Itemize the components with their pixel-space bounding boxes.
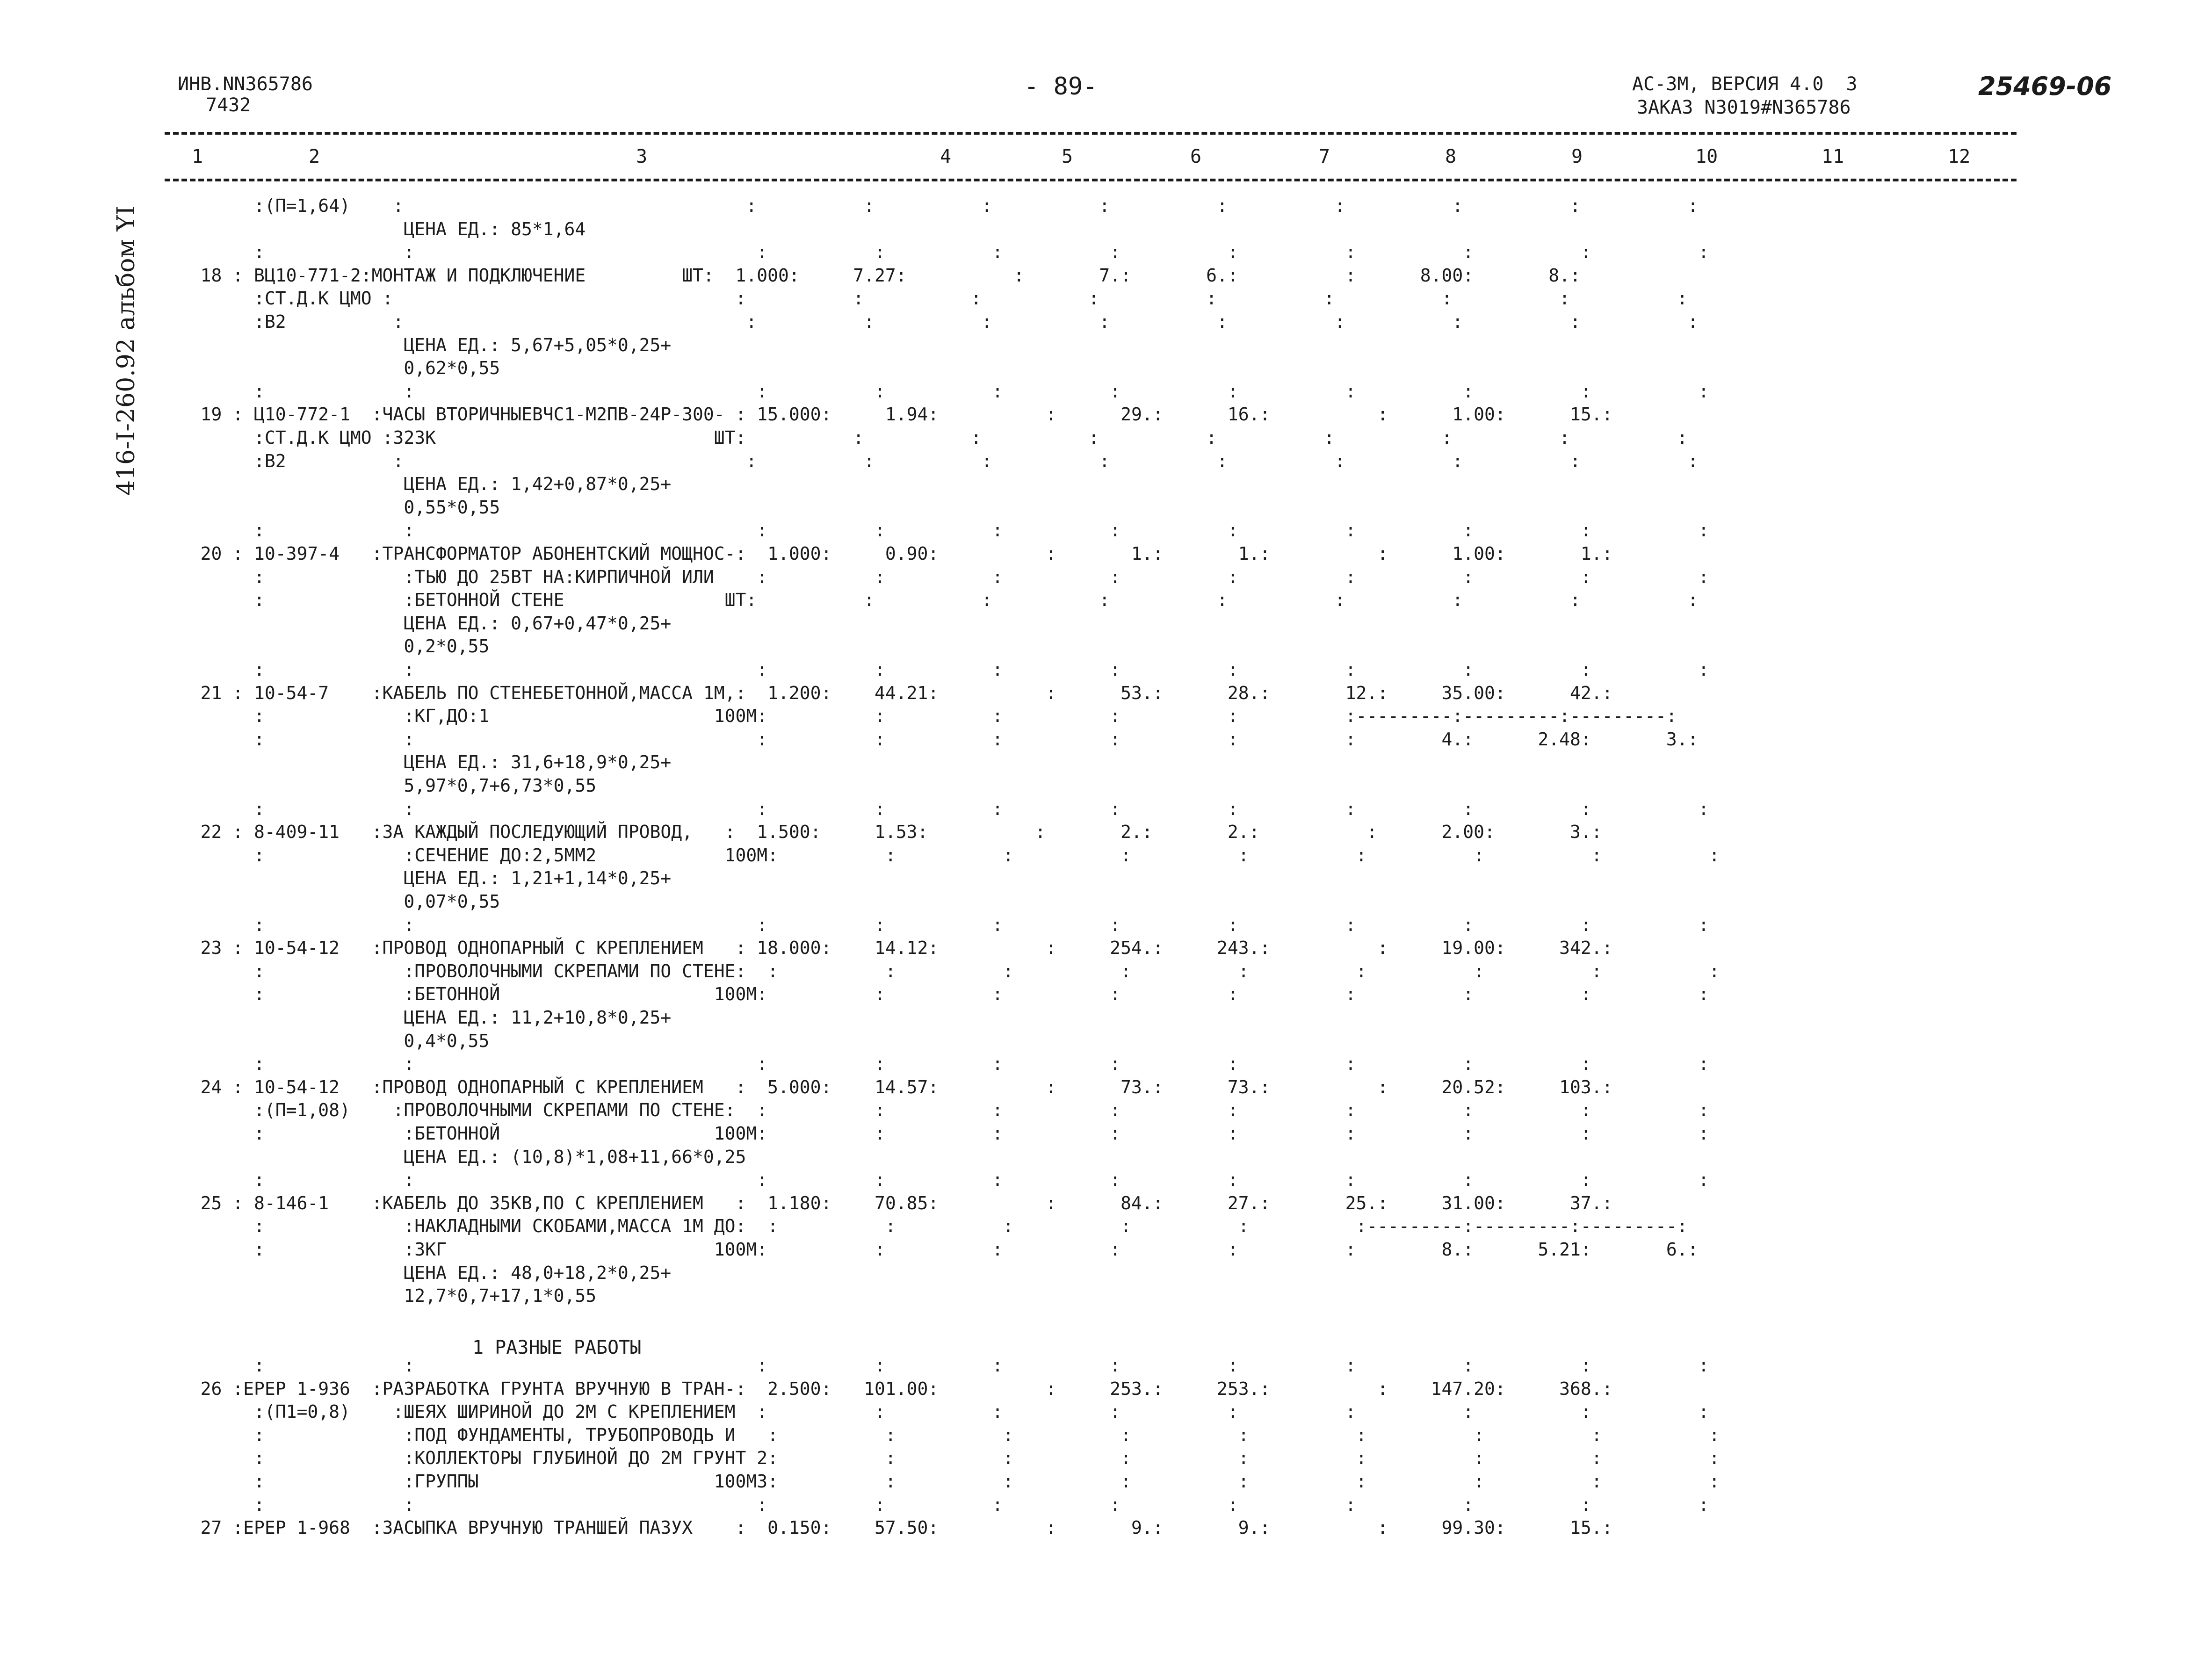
table-line: :В2 : : : : : : : : : :	[168, 311, 1699, 332]
table-line: 19 : Ц10-772-1 :ЧАСЫ ВТОРИЧНЫЕВЧС1-М2ПВ-24Р-300- : 15.000: 1.94: : 29.: 16.: : 1.00: 15.:	[168, 404, 1613, 425]
table-line: 26 :ЕРЕР 1-936 :РАЗРАБОТКА ГРУНТА ВРУЧНУЮ В ТРАН-: 2.500: 101.00: : 253.: 253.: : 147.20: 368.:	[168, 1379, 1613, 1399]
table-line: : : : : : : : : : : :	[168, 799, 1709, 819]
table-line: : : : : : : : : : : :	[168, 1169, 1709, 1190]
header-rule-top	[165, 132, 2017, 135]
table-line: : : : : : : : : : : :	[168, 1355, 1709, 1376]
page-number: - 89-	[1024, 72, 1098, 101]
table-line: :СТ.Д.К ЦМО :323К ШТ: : : : : : : : :	[168, 427, 1688, 448]
table-line: : :ТЬЮ ДО 25ВТ НА:КИРПИЧНОЙ ИЛИ : : : : : : : : :	[168, 567, 1709, 587]
table-line: : : : : : : : : 4.: 2.48: 3.:	[168, 729, 1699, 750]
table-line: 5,97*0,7+6,73*0,55	[168, 775, 597, 796]
table-line: : :БЕТОННОЙ СТЕНЕ ШТ: : : : : : : : :	[168, 590, 1699, 610]
col-8: 8	[1445, 146, 1457, 167]
section-heading: 1 РАЗНЫЕ РАБОТЫ	[472, 1337, 642, 1358]
table-line: : :КГ,ДО:1 100М: : : : : :---------:---------:---------:	[168, 706, 1677, 726]
document-code: 7432	[206, 94, 251, 116]
table-line: : :ПОД ФУНДАМЕНТЫ, ТРУБОПРОВОДЬ И : : : : : : : : :	[168, 1425, 1720, 1445]
table-line: : : : : : : : : : : :	[168, 242, 1709, 262]
table-line: ЦЕНА ЕД.: 1,21+1,14*0,25+	[168, 868, 672, 888]
col-9: 9	[1571, 146, 1583, 167]
table-line: 25 : 8-146-1 :КАБЕЛЬ ДО 35КВ,ПО С КРЕПЛЕНИЕМ : 1.180: 70.85: : 84.: 27.: 25.: 31.00: 37.:	[168, 1193, 1613, 1213]
table-line: : : : : : : : : : : :	[168, 520, 1709, 541]
table-line: : : : : : : : : : : :	[168, 659, 1709, 680]
col-2: 2	[309, 146, 320, 167]
table-line: :(П=1,08) :ПРОВОЛОЧНЫМИ СКРЕПАМИ ПО СТЕНЕ: : : : : : : : : :	[168, 1100, 1709, 1120]
table-line: ЦЕНА ЕД.: 11,2+10,8*0,25+	[168, 1007, 672, 1028]
table-line: 18 : ВЦ10-771-2:МОНТАЖ И ПОДКЛЮЧЕНИЕ ШТ: 1.000: 7.27: : 7.: 6.: : 8.00: 8.:	[168, 265, 1581, 286]
table-line: ЦЕНА ЕД.: 0,67+0,47*0,25+	[168, 613, 672, 634]
header-rule-bottom	[165, 179, 2017, 181]
col-3: 3	[636, 146, 648, 167]
table-line: :(П1=0,8) :ШЕЯХ ШИРИНОЙ ДО 2М С КРЕПЛЕНИЕМ : : : : : : : : :	[168, 1401, 1709, 1422]
table-line: : : : : : : : : : : :	[168, 381, 1709, 402]
table-line: : :КОЛЛЕКТОРЫ ГЛУБИНОЙ ДО 2М ГРУНТ 2: : : : : : : : :	[168, 1448, 1720, 1468]
table-line: 0,55*0,55	[168, 497, 500, 518]
table-line: 22 : 8-409-11 :ЗА КАЖДЫЙ ПОСЛЕДУЮЩИЙ ПРОВОД, : 1.500: 1.53: : 2.: 2.: : 2.00: 3.:	[168, 822, 1602, 842]
table-line: 0,62*0,55	[168, 358, 500, 378]
col-4: 4	[940, 146, 952, 167]
order-number: ЗАКАЗ N3019#N365786	[1637, 97, 1851, 118]
table-line: 20 : 10-397-4 :ТРАНСФОРМАТОР АБОНЕНТСКИЙ МОЩНОС-: 1.000: 0.90: : 1.: 1.: : 1.00: 1.:	[168, 543, 1613, 564]
table-line: 0,2*0,55	[168, 636, 490, 657]
table-line: : :ПРОВОЛОЧНЫМИ СКРЕПАМИ ПО СТЕНЕ: : : : : : : : : :	[168, 961, 1720, 982]
table-line: 21 : 10-54-7 :КАБЕЛЬ ПО СТЕНЕБЕТОННОЙ,МАССА 1М,: 1.200: 44.21: : 53.: 28.: 12.: 35.00: 42.:	[168, 683, 1613, 703]
table-line: ЦЕНА ЕД.: 5,67+5,05*0,25+	[168, 335, 672, 355]
table-line: ЦЕНА ЕД.: 1,42+0,87*0,25+	[168, 474, 672, 494]
table-line: ЦЕНА ЕД.: 85*1,64	[168, 219, 586, 239]
table-line: : : : : : : : : : : :	[168, 915, 1709, 935]
table-line: 0,4*0,55	[168, 1031, 490, 1051]
inventory-number: ИНВ.NN365786	[178, 73, 313, 95]
col-11: 11	[1822, 146, 1844, 167]
col-1: 1	[192, 146, 203, 167]
table-line: : :НАКЛАДНЫМИ СКОБАМИ,МАССА 1М ДО: : : : : : :---------:---------:---------:	[168, 1216, 1688, 1236]
table-line: :В2 : : : : : : : : : :	[168, 451, 1699, 471]
col-10: 10	[1695, 146, 1718, 167]
table-line: : :СЕЧЕНИЕ ДО:2,5ММ2 100М: : : : : : : : :	[168, 845, 1720, 866]
table-line: : :3КГ 100М: : : : : : 8.: 5.21: 6.:	[168, 1239, 1699, 1260]
table-line: : : : : : : : : : : :	[168, 1054, 1709, 1074]
table-line: 24 : 10-54-12 :ПРОВОД ОДНОПАРНЫЙ С КРЕПЛЕНИЕМ : 5.000: 14.57: : 73.: 73.: : 20.52: 103.:	[168, 1077, 1613, 1097]
col-5: 5	[1062, 146, 1073, 167]
table-line: ЦЕНА ЕД.: 48,0+18,2*0,25+	[168, 1263, 672, 1283]
table-line: 0,07*0,55	[168, 891, 500, 912]
table-line: ЦЕНА ЕД.: 31,6+18,9*0,25+	[168, 752, 672, 772]
table-line: : :ГРУППЫ 100М3: : : : : : : : :	[168, 1471, 1720, 1492]
table-line: :СТ.Д.К ЦМО : : : : : : : : : :	[168, 288, 1688, 309]
col-12: 12	[1948, 146, 1971, 167]
side-label: 416-I-260.92 альбом YI	[112, 205, 140, 496]
table-line: 23 : 10-54-12 :ПРОВОД ОДНОПАРНЫЙ С КРЕПЛЕНИЕМ : 18.000: 14.12: : 254.: 243.: : 19.00: 342.:	[168, 938, 1613, 958]
table-line: : :БЕТОННОЙ 100М: : : : : : : : :	[168, 1123, 1709, 1144]
table-line: :(П=1,64) : : : : : : : : : :	[168, 195, 1699, 216]
table-line: ЦЕНА ЕД.: (10,8)*1,08+11,66*0,25	[168, 1147, 746, 1167]
handwritten-doc-number: 25469-06	[1978, 72, 2112, 101]
table-line: 27 :ЕРЕР 1-968 :ЗАСЫПКА ВРУЧНУЮ ТРАНШЕЙ ПАЗУХ : 0.150: 57.50: : 9.: 9.: : 99.30: 15.:	[168, 1517, 1613, 1538]
table-line: : : : : : : : : : : :	[168, 1494, 1709, 1515]
col-7: 7	[1319, 146, 1330, 167]
software-version: AC-3M, ВЕРСИЯ 4.0 3	[1632, 73, 1858, 95]
table-line: : :БЕТОННОЙ 100М: : : : : : : : :	[168, 984, 1709, 1004]
col-6: 6	[1190, 146, 1202, 167]
table-line: 12,7*0,7+17,1*0,55	[168, 1285, 597, 1306]
